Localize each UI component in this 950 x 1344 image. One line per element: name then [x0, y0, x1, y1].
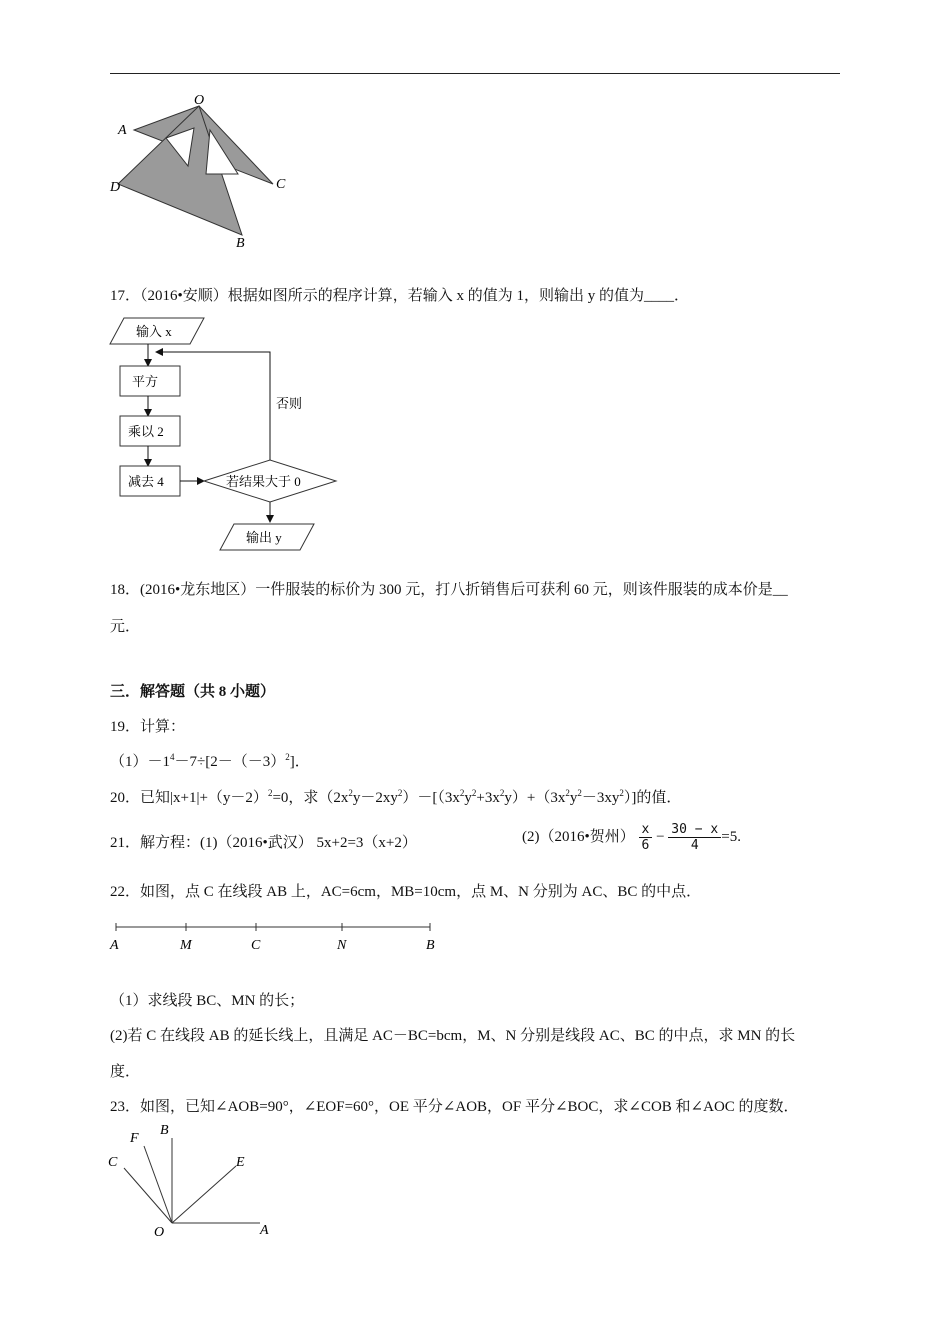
- seg-label-a: A: [110, 938, 119, 953]
- flowchart: [100, 312, 350, 557]
- q20-exp-4: 2: [459, 788, 465, 798]
- q19-text-b: －7÷[2－（－3）: [174, 754, 286, 770]
- decision-label: 若结果大于 0: [226, 474, 301, 489]
- header-rule: [110, 73, 840, 74]
- label-o: O: [194, 93, 205, 108]
- question-22-part2-line1: (2)若 C 在线段 AB 的延长线上，且满足 AC－BC=bcm，M、N 分别是线段 AC、BC 的中点，求 MN 的长: [110, 1028, 796, 1044]
- q20-seg-a: 20．已知|x+1|+（y－2）: [110, 790, 268, 806]
- label-b: B: [236, 236, 245, 251]
- q20-seg-b: =0，求（2x: [272, 790, 349, 806]
- minus-sign: −: [656, 828, 665, 845]
- question-23-stem: 23．如图，已知∠AOB=90°，∠EOF=60°，OE 平分∠AOB，OF 平分∠BOC，求∠COB 和∠AOC 的度数．: [110, 1099, 799, 1115]
- q20-exp-7: 2: [565, 788, 570, 798]
- seg-label-b: B: [426, 938, 435, 953]
- set-squares-figure: [100, 90, 300, 255]
- q20-exp-5: 2: [471, 788, 477, 798]
- question-19-part1: [110, 750, 310, 771]
- frac2-numerator: 30 − x: [668, 822, 721, 838]
- step-multiply-label: 乘以 2: [128, 424, 164, 439]
- q20-seg-d: ）－[（3x: [402, 790, 460, 806]
- q20-exp-1: 2: [267, 788, 273, 798]
- ray-oe: [172, 1166, 236, 1223]
- fraction-x-over-6: [639, 822, 653, 853]
- question-22-stem: 22．如图，点 C 在线段 AB 上，AC=6cm，MB=10cm，点 M、N 分别为 AC、BC 的中点．: [110, 884, 702, 900]
- q20-exp-2: 2: [348, 788, 353, 798]
- output-label: 输出 y: [246, 530, 282, 545]
- q19-exp1: 4: [170, 752, 175, 762]
- q20-seg-f: y: [464, 790, 472, 806]
- seg-label-c: C: [251, 938, 261, 953]
- q20-seg-k: ）]的值．: [623, 790, 682, 806]
- fraction-30-minus-x-over-4: [668, 822, 721, 853]
- q20-seg-j: －3xy: [581, 790, 620, 806]
- q20-seg-g: +3x: [476, 790, 500, 806]
- ray-of: [144, 1146, 172, 1223]
- question-22-part2-line2: 度．: [110, 1064, 141, 1080]
- angle-label-b: B: [160, 1123, 169, 1138]
- q19-exp2: 2: [285, 752, 290, 762]
- angle-label-a: A: [260, 1223, 269, 1238]
- q20-seg-h: y）+（3x: [504, 790, 566, 806]
- frac1-numerator: x: [639, 822, 653, 838]
- segment-figure: [104, 915, 454, 960]
- question-20: [110, 786, 681, 807]
- question-18-line1: 18．(2016•龙东地区）一件服装的标价为 300 元，打八折销售后可获利 60 元，则该件服装的成本价是__: [110, 582, 788, 598]
- ray-oc: [124, 1168, 172, 1223]
- question-19-stem: 19．计算：: [110, 719, 186, 735]
- input-label: 输入 x: [136, 324, 172, 339]
- q20-exp-3: 2: [397, 788, 403, 798]
- label-a: A: [118, 123, 127, 138]
- angle-label-o: O: [154, 1225, 165, 1240]
- q20-exp-9: 2: [619, 788, 624, 798]
- label-d: D: [110, 180, 121, 195]
- question-18-line2: 元．: [110, 619, 141, 635]
- angle-label-c: C: [108, 1155, 118, 1170]
- angle-label-e: E: [236, 1155, 245, 1170]
- else-label: 否则: [276, 396, 303, 411]
- angle-label-f: F: [130, 1131, 139, 1146]
- q19-text-c: ]．: [289, 754, 310, 770]
- step-square-label: 平方: [132, 374, 159, 389]
- q20-exp-6: 2: [499, 788, 505, 798]
- q19-text-a: （1）－1: [110, 754, 171, 770]
- q21-part2-prefix: (2)（2016•贺州）: [522, 828, 635, 845]
- section-title: 三．解答题（共 8 小题）: [110, 684, 276, 700]
- q20-seg-i: y: [569, 790, 578, 806]
- frac2-denominator: 4: [690, 838, 699, 853]
- frac1-denominator: 6: [641, 838, 650, 853]
- question-21-part2: [522, 822, 741, 853]
- seg-label-m: M: [180, 938, 192, 953]
- angle-figure: [100, 1118, 290, 1243]
- label-c: C: [276, 177, 286, 192]
- step-subtract-label: 减去 4: [128, 474, 164, 489]
- question-17: 17．（2016•安顺）根据如图所示的程序计算，若输入 x 的值为 1，则输出 y 的值为____．: [110, 288, 690, 304]
- equation-rhs: =5.: [721, 828, 741, 845]
- question-21-part1: 21．解方程：(1)（2016•武汉） 5x+2=3（x+2）: [110, 835, 417, 851]
- q20-exp-8: 2: [577, 788, 582, 798]
- seg-label-n: N: [337, 938, 347, 953]
- question-22-part1: （1）求线段 BC、MN 的长；: [110, 993, 305, 1009]
- q20-seg-c: y－2xy: [352, 790, 398, 806]
